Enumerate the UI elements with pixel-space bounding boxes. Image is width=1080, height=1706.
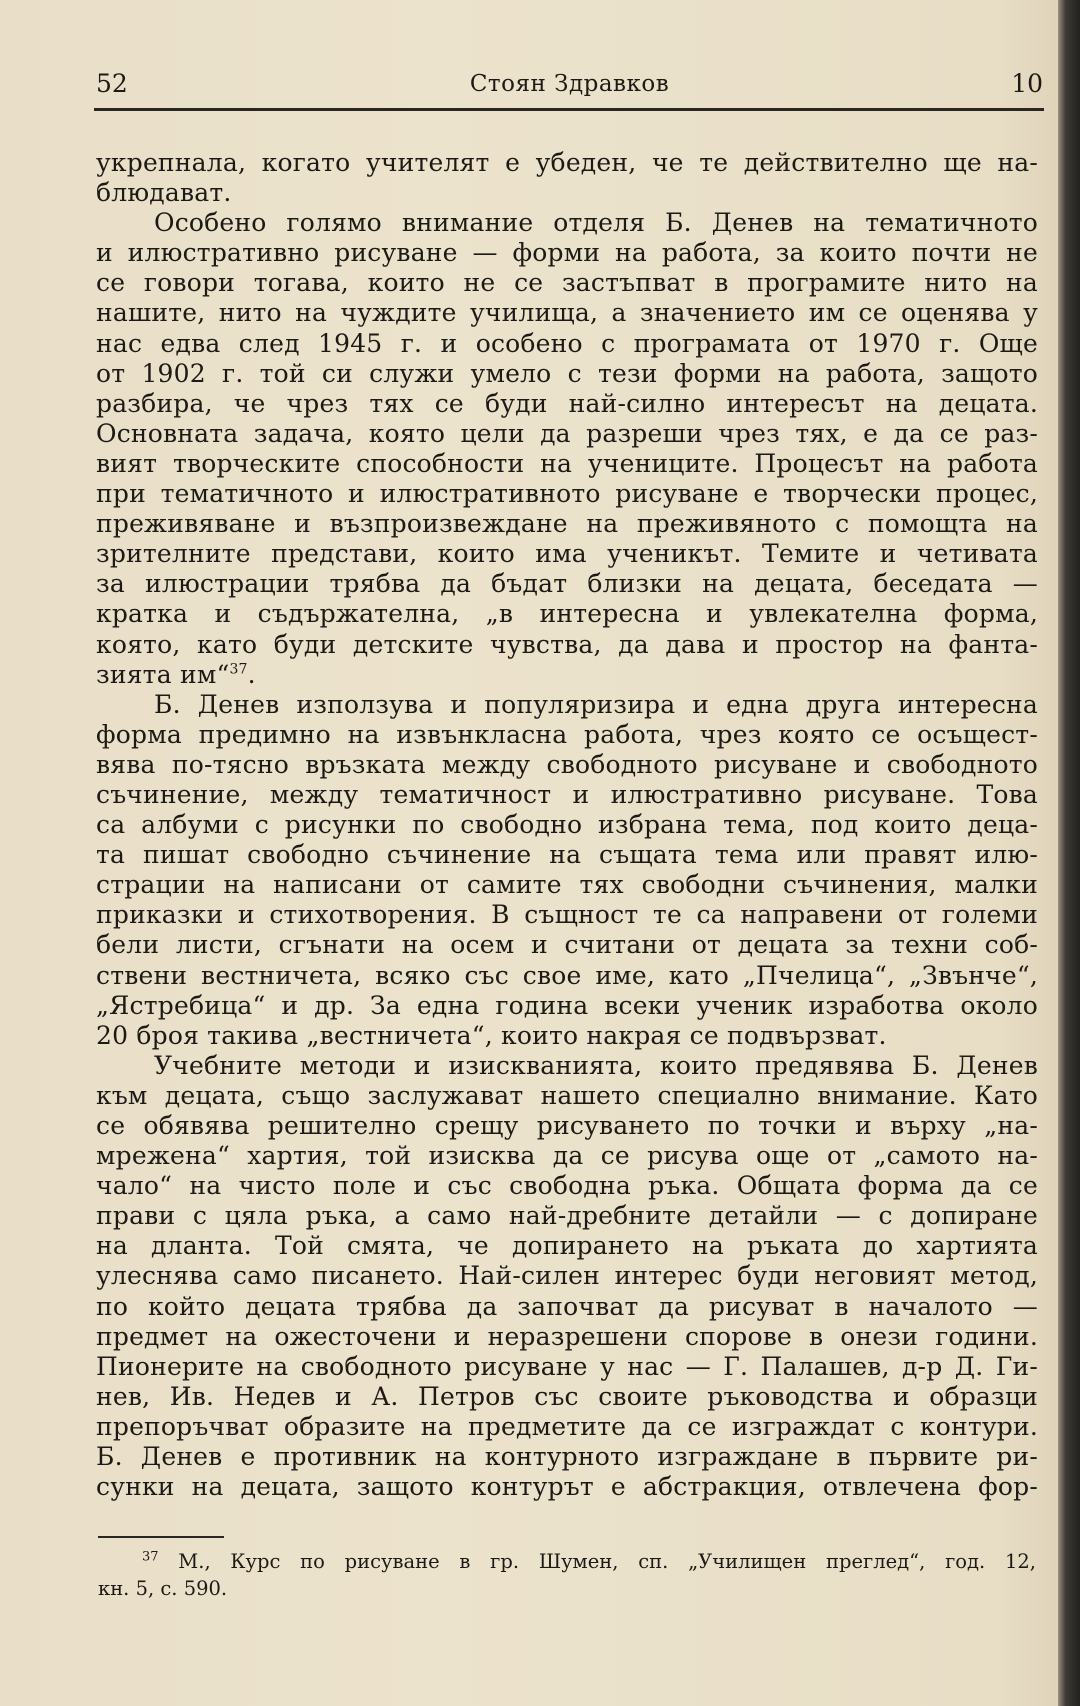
line-text: и илюстративно рисуване — форми на работа, за които почти не [96,238,1038,268]
line-text: нашите, нито на чуждите училища, а значението им се оценява у [96,298,1038,328]
line-text: ствени вестничета, всяко със свое име, като „Пчелица“, „Звънче“, [96,960,1038,990]
text-line [96,840,1038,870]
line-text: съчинение, между тематичност и илюстративно рисуване. Това [96,779,1038,809]
footnote [98,1548,1036,1602]
text-line [96,1201,1038,1231]
text-line [96,1412,1038,1442]
line-text: предмет на ожесточени и неразрешени спорове в онези години. [96,1321,1038,1351]
line-text: страции на написани от самите тях свободни съчинения, малки [96,870,1038,900]
text-line [96,479,1038,509]
line-text: се обявява решително срещу рисуването по точки и върху „на- [96,1111,1038,1140]
line-text: форма предимно на извънкласна работа, чрез която се осъщест- [96,719,1038,749]
text-line [96,569,1038,599]
header-rule [94,108,1044,111]
text-line [96,1051,1038,1081]
line-text: разбира, че чрез тях се буди най-силно интересът на децата. [96,388,1038,418]
line-text: към децата, също заслужават нашето специално внимание. Като [96,1080,1038,1110]
line-text: укрепнала, когато учителят е убеден, че те действително ще на- [96,148,1038,177]
text-line [96,329,1038,359]
line-text: Пионерите на свободното рисуване у нас — Г. Палашев, д-р Д. Ги- [96,1351,1038,1381]
text-line [96,810,1038,840]
running-head [96,64,1043,104]
line-text: Учебните методи и изискванията, които предявява Б. Денев [154,1050,1038,1080]
line-text: „Ястребица“ и др. За една година всеки ученик изработва около [96,990,1038,1020]
line-text: кратка и съдържателна, „в интересна и увлекателна форма, [96,599,1038,629]
line-text: препоръчват образите на предметите да се изграждат с контури. [96,1411,1038,1441]
line-tail: . [247,659,256,689]
text-line [96,1472,1038,1502]
footnote-text-1: М., Курс по рисуване в гр. Шумен, сп. „Училищен преглед“, год. 12, [158,1550,1036,1573]
footnote-line: кн. 5, с. 590. [98,1577,228,1600]
text-line [96,599,1038,629]
text-line [96,268,1038,298]
text-line [96,539,1038,569]
line-text: нас едва след 1945 г. и особено с програмата от 1970 г. Още [96,328,1038,358]
footnote-rule [98,1536,224,1538]
line-text: вява по-тясно връзката между свободното рисуване и свободното [96,749,1038,779]
footnote-ref: 37 [229,661,248,678]
text-line [96,961,1038,991]
paragraph [96,1051,1038,1502]
text-line [96,991,1038,1021]
text-line [96,1081,1038,1111]
text-line [96,298,1038,328]
line-text: вият творческите способности на учениците. Процесът на работа [96,448,1038,478]
line-text: чало“ на чисто поле и със свободна ръка. Общата форма да се [96,1171,1038,1201]
line-text: Особено голямо внимание отделя Б. Денев на тематичното [154,208,1038,238]
line-text: се говори тогава, които не се застъпват в програмите нито на [96,268,1038,298]
line-text: на дланта. Той смята, че допирането на ръката до хартията [96,1231,1038,1261]
text-line [96,389,1038,419]
text-line [96,1171,1038,1201]
line-text: улеснява само писането. Най-силен интерес буди неговият метод, [96,1261,1038,1291]
text-line [96,870,1038,900]
line-text: зрителните представи, които има ученикът. Темите и четивата [96,539,1038,569]
line-text: Основната задача, която цели да разреши чрез тях, е да се раз- [96,418,1038,448]
line-text: прави с цяла ръка, а само най-дребните детайли — с допиране [96,1201,1038,1231]
text-line [96,1021,1038,1051]
page-edge-shadow [1058,0,1080,1706]
line-text: преживяване и възпроизвеждане на преживяното с помощта на [96,509,1038,539]
text-line [96,449,1038,479]
line-text: зията им“ [96,659,230,689]
text-line [96,1322,1038,1352]
text-line [96,509,1038,539]
paragraph [96,148,1038,208]
footnote-marker: 37 [142,1549,159,1565]
text-line [96,660,1038,690]
text-line [96,750,1038,780]
line-text: по който децата трябва да започват да рисуват в началото — [96,1291,1038,1321]
text-line [96,1352,1038,1382]
paragraph [96,208,1038,690]
text-line [96,1442,1038,1472]
text-line [96,1231,1038,1261]
text-line [96,780,1038,810]
page-number: 52 [96,69,128,98]
line-text: приказки и стихотворения. В същност те са направени от големи [96,900,1038,930]
text-line [96,1141,1038,1171]
text-line [96,419,1038,449]
body-text [96,148,1038,1502]
text-line [96,690,1038,720]
line-text: 20 броя такива „вестничета“, които накрая се подвързват. [96,1020,887,1050]
line-text: която, като буди детските чувства, да дава и простор на фанта- [96,629,1038,659]
text-line [96,238,1038,268]
footnote-line [98,1548,1036,1575]
text-line [96,1292,1038,1322]
text-line [96,630,1038,660]
line-text: от 1902 г. той си служи умело с тези форми на работа, защото [96,358,1038,388]
line-text: сунки на децата, защото контурът е абстракция, отвлечена фор- [96,1472,1038,1502]
text-line [96,900,1038,930]
text-line [96,178,1038,208]
line-text: са албуми с рисунки по свободно избрана тема, под които деца- [96,810,1038,840]
line-text: за илюстрации трябва да бъдат близки на децата, беседата — [96,569,1038,599]
paragraph [96,690,1038,1051]
line-text: мрежена“ хартия, той изисква да се рисува още от „самото на- [96,1141,1038,1171]
text-line [96,930,1038,960]
running-head-author: Стоян Здравков [469,71,670,97]
text-line [96,208,1038,238]
text-line [96,359,1038,389]
signature-number: 10 [1011,69,1043,98]
text-line [96,1261,1038,1291]
line-text: при тематичното и илюстративното рисуване е творчески процес, [96,479,1038,509]
line-text: Б. Денев е противник на контурното изграждане в първите ри- [96,1442,1038,1472]
text-line [96,1382,1038,1412]
line-text: та пишат свободно съчинение на същата тема или правят илю- [96,840,1038,870]
text-line [96,1111,1038,1141]
line-text: бели листи, сгънати на осем и считани от децата за техни соб- [96,930,1038,960]
line-text: Б. Денев използува и популяризира и една друга интересна [154,689,1038,719]
line-text: блюдават. [96,178,232,208]
line-text: нев, Ив. Недев и А. Петров със своите ръководства и образци [96,1381,1038,1411]
text-line [96,148,1038,178]
text-line [96,720,1038,750]
